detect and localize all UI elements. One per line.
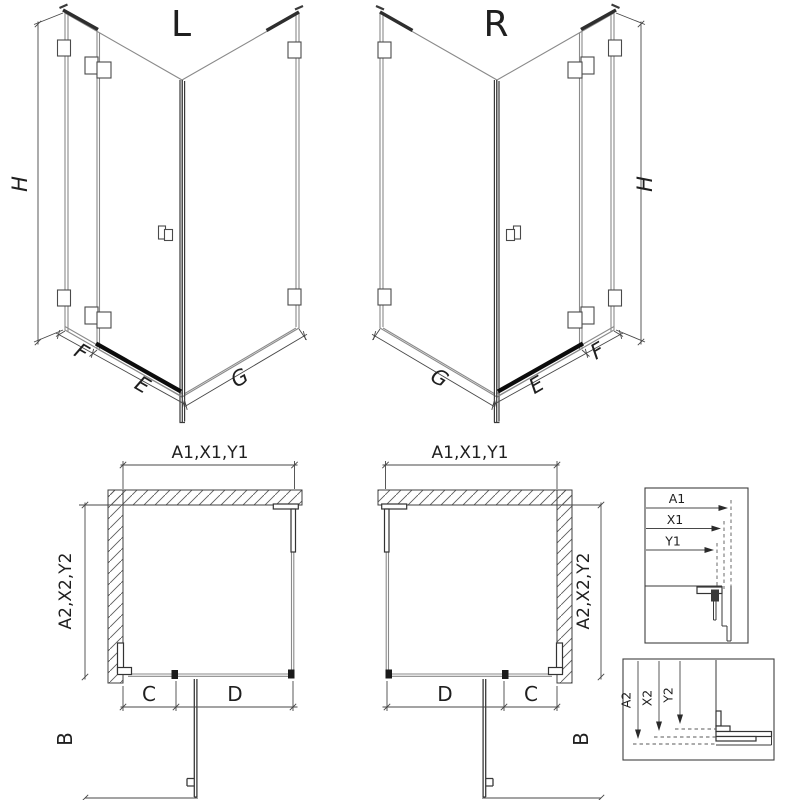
- dim-label-height-left: H: [8, 176, 32, 192]
- hinges-and-brackets-left: [58, 40, 302, 328]
- open-door-plan-left: [187, 679, 197, 797]
- dim-label-width-plan-left: A1,X1,Y1: [171, 443, 249, 463]
- variant-left-label: L: [170, 4, 192, 45]
- dim-label-segment-c-right: C: [524, 682, 538, 706]
- dim-label-door-right: E: [524, 371, 549, 399]
- corner-profile-right: [494, 80, 500, 423]
- dim-label-swing-b-right: B: [569, 732, 593, 746]
- dim-label-door-left: E: [130, 371, 155, 399]
- plan-view-left: [53, 443, 302, 800]
- wall-profile-section-top: [697, 586, 731, 641]
- detail-label-a2: A2: [618, 691, 634, 709]
- detail-label-a1: A1: [668, 491, 686, 506]
- detail-box-depth: [619, 659, 775, 760]
- wall-top-right-plan: [378, 490, 572, 505]
- door-handle-left: [159, 226, 173, 241]
- dim-label-fixed-right: F: [586, 337, 609, 365]
- dim-label-segment-d-left: D: [227, 682, 243, 706]
- door-handle-right: [507, 226, 521, 241]
- glass-plan-right: [382, 504, 563, 679]
- dim-label-segment-c-left: C: [142, 682, 156, 706]
- variant-right-label: R: [483, 4, 509, 45]
- iso-view-right: [372, 4, 657, 423]
- detail-box-width: [645, 488, 748, 643]
- dim-label-width-plan-right: A1,X1,Y1: [431, 443, 509, 463]
- detail-label-y2: Y2: [660, 687, 676, 703]
- corner-profile-left: [180, 80, 186, 423]
- iso-view-left: [8, 4, 307, 423]
- dim-label-swing-b-left: B: [53, 732, 77, 746]
- detail-label-x1: X1: [666, 512, 684, 527]
- dim-label-fixed-left: F: [70, 338, 93, 366]
- dim-label-side-right: G: [426, 363, 453, 393]
- dim-label-depth-plan-left: A2,X2,Y2: [56, 552, 76, 630]
- wall-profile-section-bottom: [716, 711, 772, 745]
- dim-label-depth-plan-right: A2,X2,Y2: [574, 552, 594, 630]
- glass-plan-left: [118, 504, 299, 679]
- detail-label-y1: Y1: [665, 533, 681, 549]
- dim-label-segment-d-right: D: [437, 682, 453, 706]
- wall-top-left-plan: [108, 490, 302, 505]
- plan-view-right: [378, 443, 604, 800]
- dim-label-side-left: G: [226, 363, 253, 393]
- hinges-and-brackets-right: [378, 40, 622, 328]
- dim-label-height-right: H: [633, 176, 657, 192]
- detail-label-x2: X2: [639, 689, 655, 707]
- open-door-plan-right: [483, 679, 493, 797]
